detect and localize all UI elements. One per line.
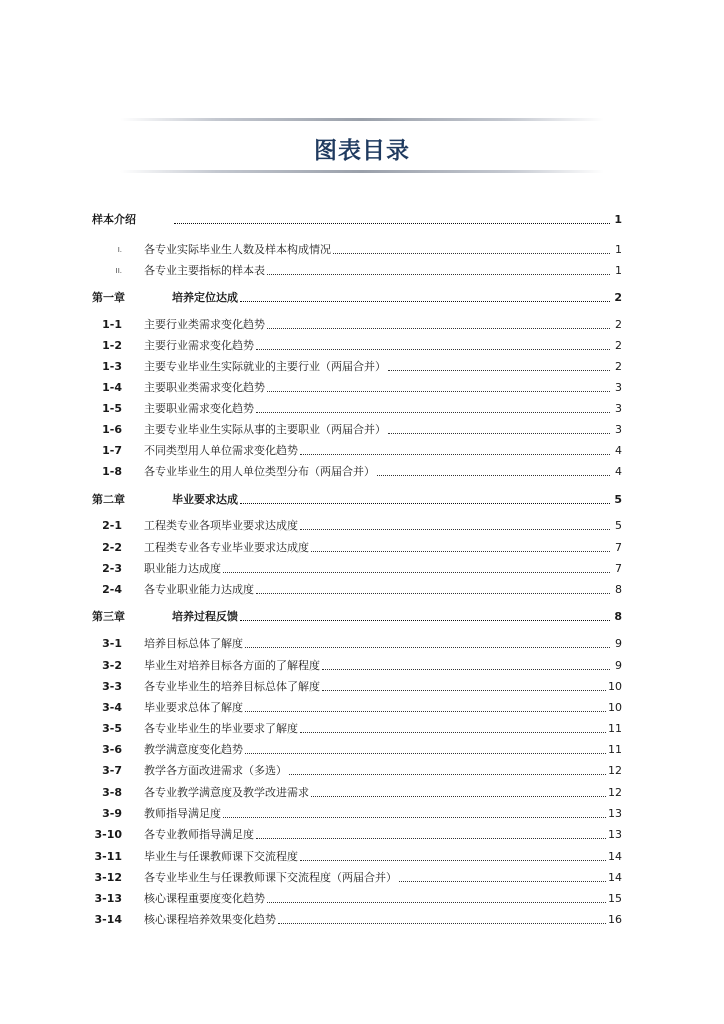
toc-entry-label: 职业能力达成度 bbox=[144, 562, 221, 575]
toc-entry[interactable] bbox=[92, 759, 622, 779]
toc-entry-number: 第一章 bbox=[92, 291, 125, 304]
toc-chapter-entry[interactable] bbox=[92, 208, 622, 228]
toc-entry-label: 核心课程重要度变化趋势 bbox=[144, 892, 265, 905]
toc-entry-label: 各专业职业能力达成度 bbox=[144, 583, 254, 596]
toc-entry-label: 主要职业类需求变化趋势 bbox=[144, 381, 265, 394]
toc-page-number: 2 bbox=[615, 318, 622, 331]
toc-dot-leader bbox=[267, 273, 610, 275]
toc-dot-leader bbox=[300, 859, 606, 861]
toc-entry-label: 各专业教师指导满足度 bbox=[144, 828, 254, 841]
toc-entry-label: 主要专业毕业生实际就业的主要行业（两届合并） bbox=[144, 360, 386, 373]
toc-entry[interactable] bbox=[92, 514, 622, 534]
toc-dot-leader bbox=[256, 592, 610, 594]
toc-page-number: 10 bbox=[608, 680, 622, 693]
toc-page-number: 14 bbox=[608, 850, 622, 863]
toc-page-number: 9 bbox=[615, 637, 622, 650]
toc-entry-label: 毕业生与任课教师课下交流程度 bbox=[144, 850, 298, 863]
toc-dot-leader bbox=[240, 619, 610, 621]
toc-entry[interactable] bbox=[92, 460, 622, 480]
page-title: 图表目录 bbox=[314, 138, 410, 164]
toc-entry[interactable] bbox=[92, 845, 622, 865]
toc-entry[interactable] bbox=[92, 238, 622, 258]
toc-entry-label: 主要行业需求变化趋势 bbox=[144, 339, 254, 352]
toc-entry[interactable] bbox=[92, 866, 622, 886]
toc-entry[interactable] bbox=[92, 397, 622, 417]
toc-entry-label: 教学各方面改进需求（多选） bbox=[144, 764, 287, 777]
toc-dot-leader bbox=[300, 453, 610, 455]
toc-entry-label: 教学满意度变化趋势 bbox=[144, 743, 243, 756]
title-block bbox=[120, 118, 604, 178]
toc-entry[interactable] bbox=[92, 887, 622, 907]
toc-entry-number: 3-10 bbox=[94, 828, 122, 841]
toc-dot-leader bbox=[377, 474, 610, 476]
toc-entry[interactable] bbox=[92, 376, 622, 396]
toc-entry-label: 培养定位达成 bbox=[172, 291, 238, 304]
toc-dot-leader bbox=[256, 411, 610, 413]
toc-entry-number: 3-7 bbox=[102, 764, 122, 777]
title-bottom-rule bbox=[120, 170, 604, 173]
toc-dot-leader bbox=[333, 252, 610, 254]
toc-page-number: 2 bbox=[615, 360, 622, 373]
toc-page-number: 5 bbox=[615, 519, 622, 532]
toc-entry-number: 第三章 bbox=[92, 610, 125, 623]
toc-page-number: 7 bbox=[615, 562, 622, 575]
toc-page-number: 2 bbox=[614, 291, 622, 304]
toc-entry-number: 1-1 bbox=[102, 318, 122, 331]
toc-entry[interactable] bbox=[92, 654, 622, 674]
toc-entry[interactable] bbox=[92, 717, 622, 737]
toc-entry[interactable] bbox=[92, 675, 622, 695]
toc-page-number: 15 bbox=[608, 892, 622, 905]
toc-page-number: 1 bbox=[615, 264, 622, 277]
toc-entry-label: 各专业教学满意度及教学改进需求 bbox=[144, 786, 309, 799]
toc-entry-number: 3-9 bbox=[102, 807, 122, 820]
toc-dot-leader bbox=[223, 571, 610, 573]
title-top-rule bbox=[120, 118, 604, 121]
toc-entry-number: 3-11 bbox=[94, 850, 122, 863]
toc-entry-number: 3-6 bbox=[102, 743, 122, 756]
toc-entry[interactable] bbox=[92, 696, 622, 716]
toc-entry-number: 3-2 bbox=[102, 659, 122, 672]
toc-chapter-entry[interactable] bbox=[92, 488, 622, 508]
toc-dot-leader bbox=[240, 502, 610, 504]
toc-entry-label: 培养目标总体了解度 bbox=[144, 637, 243, 650]
toc-dot-leader bbox=[245, 710, 606, 712]
toc-page-number: 12 bbox=[608, 764, 622, 777]
toc-entry-label: 不同类型用人单位需求变化趋势 bbox=[144, 444, 298, 457]
toc-entry-label: 教师指导满足度 bbox=[144, 807, 221, 820]
toc-entry-number: 3-3 bbox=[102, 680, 122, 693]
toc-entry[interactable] bbox=[92, 781, 622, 801]
toc-dot-leader bbox=[174, 222, 610, 224]
toc-entry-label: 主要行业类需求变化趋势 bbox=[144, 318, 265, 331]
toc-dot-leader bbox=[278, 922, 606, 924]
toc-entry-label: 毕业要求达成 bbox=[172, 493, 238, 506]
toc-page-number: 16 bbox=[608, 913, 622, 926]
toc-page-number: 1 bbox=[614, 213, 622, 226]
toc-dot-leader bbox=[388, 432, 610, 434]
toc-page-number: 12 bbox=[608, 786, 622, 799]
toc-entry-label: 各专业实际毕业生人数及样本构成情况 bbox=[144, 243, 331, 256]
toc-entry-number: 3-13 bbox=[94, 892, 122, 905]
toc-entry[interactable] bbox=[92, 259, 622, 279]
toc-dot-leader bbox=[300, 731, 606, 733]
toc-entry-label: 各专业毕业生的毕业要求了解度 bbox=[144, 722, 298, 735]
toc-entry-number: 3-14 bbox=[94, 913, 122, 926]
toc-dot-leader bbox=[256, 348, 610, 350]
toc-entry[interactable] bbox=[92, 738, 622, 758]
toc-page-number: 4 bbox=[615, 465, 622, 478]
toc-entry-number: 1-3 bbox=[102, 360, 122, 373]
toc-entry-number: 1-8 bbox=[102, 465, 122, 478]
toc-entry-label: 各专业主要指标的样本表 bbox=[144, 264, 265, 277]
toc-page-number: 2 bbox=[615, 339, 622, 352]
toc-entry[interactable] bbox=[92, 557, 622, 577]
toc-dot-leader bbox=[245, 646, 610, 648]
toc-page-number: 8 bbox=[615, 583, 622, 596]
toc-dot-leader bbox=[245, 752, 606, 754]
toc-page-number: 5 bbox=[614, 493, 622, 506]
toc-entry-label: 毕业生对培养目标各方面的了解程度 bbox=[144, 659, 320, 672]
toc-entry-number: 1-4 bbox=[102, 381, 122, 394]
toc-entry[interactable] bbox=[92, 313, 622, 333]
toc-entry-number: 3-1 bbox=[102, 637, 122, 650]
toc-dot-leader bbox=[399, 880, 606, 882]
toc-entry-number: 1-2 bbox=[102, 339, 122, 352]
toc-entry[interactable] bbox=[92, 536, 622, 556]
toc-entry[interactable] bbox=[92, 802, 622, 822]
toc-dot-leader bbox=[267, 390, 610, 392]
toc-page-number: 14 bbox=[608, 871, 622, 884]
toc-chapter-entry[interactable] bbox=[92, 605, 622, 625]
toc-entry-number: 3-4 bbox=[102, 701, 122, 714]
toc-entry-label: 各专业毕业生的培养目标总体了解度 bbox=[144, 680, 320, 693]
toc-page-number: 8 bbox=[614, 610, 622, 623]
toc-entry-label: 主要职业需求变化趋势 bbox=[144, 402, 254, 415]
toc-entry-label: 工程类专业各项毕业要求达成度 bbox=[144, 519, 298, 532]
toc-entry[interactable] bbox=[92, 823, 622, 843]
toc-entry[interactable] bbox=[92, 578, 622, 598]
toc-entry[interactable] bbox=[92, 355, 622, 375]
toc-dot-leader bbox=[267, 327, 610, 329]
toc-dot-leader bbox=[240, 300, 610, 302]
toc-page-number: 13 bbox=[608, 807, 622, 820]
toc-dot-leader bbox=[322, 689, 606, 691]
toc-entry-label: 毕业要求总体了解度 bbox=[144, 701, 243, 714]
toc-entry[interactable] bbox=[92, 334, 622, 354]
toc-entry-number: 第二章 bbox=[92, 493, 125, 506]
toc-page-number: 3 bbox=[615, 381, 622, 394]
toc-entry-number: 2-1 bbox=[102, 519, 122, 532]
toc-entry-number: 3-8 bbox=[102, 786, 122, 799]
toc-entry-label: 核心课程培养效果变化趋势 bbox=[144, 913, 276, 926]
toc-chapter-entry[interactable] bbox=[92, 286, 622, 306]
toc-dot-leader bbox=[289, 773, 606, 775]
toc-entry-number: I. bbox=[117, 246, 122, 254]
toc-entry-label: 工程类专业各专业毕业要求达成度 bbox=[144, 541, 309, 554]
toc-entry-label: 主要专业毕业生实际从事的主要职业（两届合并） bbox=[144, 423, 386, 436]
toc-dot-leader bbox=[388, 369, 610, 371]
toc-dot-leader bbox=[300, 528, 610, 530]
toc-entry-number: 样本介绍 bbox=[92, 213, 136, 226]
toc-entry[interactable] bbox=[92, 908, 622, 928]
toc-dot-leader bbox=[256, 837, 606, 839]
toc-entry-label: 培养过程反馈 bbox=[172, 610, 238, 623]
toc-dot-leader bbox=[267, 901, 606, 903]
toc-entry-number: 2-3 bbox=[102, 562, 122, 575]
toc-page-number: 10 bbox=[608, 701, 622, 714]
toc-page-number: 9 bbox=[615, 659, 622, 672]
toc-dot-leader bbox=[311, 550, 610, 552]
toc-page-number: 3 bbox=[615, 423, 622, 436]
toc-entry-label: 各专业毕业生的用人单位类型分布（两届合并） bbox=[144, 465, 375, 478]
toc-entry-number: 3-5 bbox=[102, 722, 122, 735]
toc-page-number: 3 bbox=[615, 402, 622, 415]
toc-dot-leader bbox=[223, 816, 606, 818]
toc-entry-number: 2-4 bbox=[102, 583, 122, 596]
toc-entry-number: II. bbox=[115, 267, 122, 275]
toc-entry[interactable] bbox=[92, 632, 622, 652]
toc-entry-number: 1-7 bbox=[102, 444, 122, 457]
toc-entry-label: 各专业毕业生与任课教师课下交流程度（两届合并） bbox=[144, 871, 397, 884]
toc-dot-leader bbox=[322, 668, 610, 670]
toc-page-number: 4 bbox=[615, 444, 622, 457]
toc-entry[interactable] bbox=[92, 439, 622, 459]
toc-entry-number: 3-12 bbox=[94, 871, 122, 884]
toc-entry[interactable] bbox=[92, 418, 622, 438]
toc-page-number: 11 bbox=[608, 743, 622, 756]
toc-dot-leader bbox=[311, 795, 606, 797]
toc-page-number: 11 bbox=[608, 722, 622, 735]
toc-entry-number: 1-6 bbox=[102, 423, 122, 436]
toc-entry-number: 1-5 bbox=[102, 402, 122, 415]
toc-page-number: 7 bbox=[615, 541, 622, 554]
toc-page-number: 1 bbox=[615, 243, 622, 256]
toc-entry-number: 2-2 bbox=[102, 541, 122, 554]
toc-page-number: 13 bbox=[608, 828, 622, 841]
